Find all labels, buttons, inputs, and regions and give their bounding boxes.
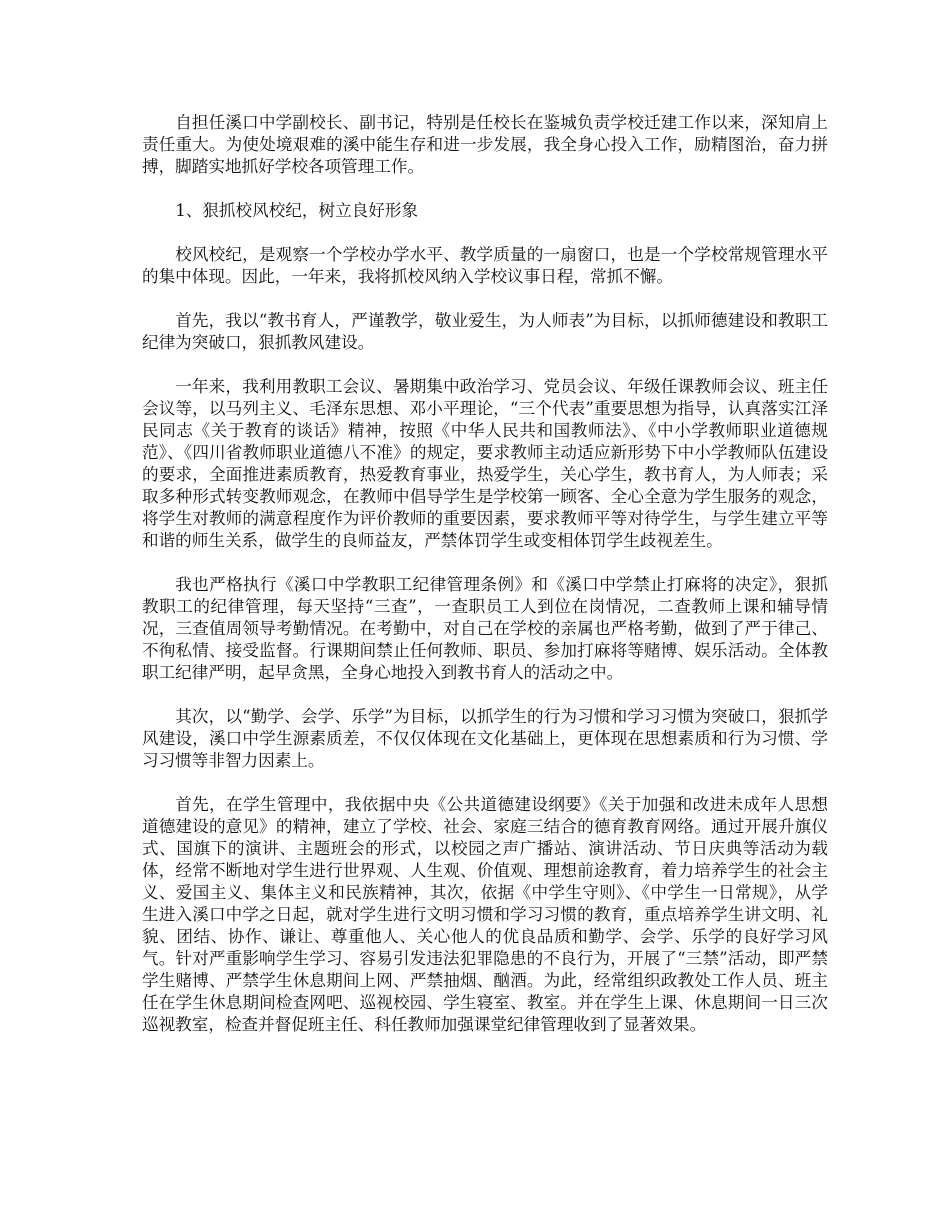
body-paragraph: 我也严格执行《溪口中学教职工纪律管理条例》和《溪口中学禁止打麻将的决定》，狠抓教职工的纪律管理，每天坚持“三查”，一查职员工人到位在岗情况，二查教师上课和辅导情况，三查值周领导考勤情况。在考勤中，对自己在学校的亲属也严格考勤，做到了严于律己、不徇私情、接受监督。行课期间禁止任何教师、职员、参加打麻将等赌博、娱乐活动。全体教职工纪律严明，起早贪黑，全身心地投入到教书育人的活动之中。 xyxy=(142,575,828,682)
section-heading: 1、狠抓校风校纪，树立良好形象 xyxy=(175,201,419,220)
body-paragraph: 校风校纪，是观察一个学校办学水平、教学质量的一扇窗口，也是一个学校常规管理水平的集中体现。因此，一年来，我将抓校风纳入学校议事日程，常抓不懈。 xyxy=(142,245,828,286)
body-paragraph: 一年来，我利用教职工会议、暑期集中政治学习、党员会议、年级任课教师会议、班主任会议等，以马列主义、毛泽东思想、邓小平理论，“三个代表”重要思想为指导，认真落实江泽民同志《关于教育的谈话》精神，按照《中华人民共和国教师法》、《中小学教师职业道德规范》、《四川省教师职业道德八不准》的规定，要求教师主动适应新形势下中小学教师队伍建设的要求，全面推进素质教育，热爱教育事业，热爱学生，关心学生，教书育人，为人师表；采取多种形式转变教师观念，在教师中倡导学生是学校第一顾客、全心全意为学生服务的观念，将学生对教师的满意程度作为评价教师的重要因素，要求教师平等对待学生，与学生建立平等和谐的师生关系，做学生的良师益友，严禁体罚学生或变相体罚学生歧视差生。 xyxy=(142,377,828,550)
body-paragraph: 其次，以“勤学、会学、乐学”为目标，以抓学生的行为习惯和学习习惯为突破口，狠抓学风建设，溪口中学生源素质差，不仅仅体现在文化基础上，更体现在思想素质和行为习惯、学习习惯等非智力因素上。 xyxy=(142,707,828,770)
intro-paragraph: 自担任溪口中学副校长、副书记，特别是任校长在鉴城负责学校迁建工作以来，深知肩上责任重大。为使处境艰难的溪中能生存和进一步发展，我全身心投入工作，励精图治，奋力拼搏，脚踏实地抓好学校各项管理工作。 xyxy=(142,113,828,176)
document-body xyxy=(142,112,828,1058)
body-paragraph: 首先，在学生管理中，我依据中央《公共道德建设纲要》《关于加强和改进未成年人思想道德建设的意见》的精神，建立了学校、社会、家庭三结合的德育教育网络。通过开展升旗仪式、国旗下的演讲、主题班会的形式，以校园之声广播站、演讲活动、节日庆典等活动为载体，经常不断地对学生进行世界观、人生观、价值观、理想前途教育，着力培养学生的社会主义、爱国主义、集体主义和民族精神，其次，依据《中学生守则》、《中学生一日常规》，从学生进入溪口中学之日起，就对学生进行文明习惯和学习习惯的教育，重点培养学生讲文明、礼貌、团结、协作、谦让、尊重他人、关心他人的优良品质和勤学、会学、乐学的良好学习风气。针对严重影响学生学习、容易引发违法犯罪隐患的不良行为，开展了“三禁”活动，即严禁学生赌博、严禁学生休息期间上网、严禁抽烟、酗酒。为此，经常组织政教处工作人员、班主任在学生休息期间检查网吧、巡视校园、学生寝室、教室。并在学生上课、休息期间一日三次巡视教室，检查并督促班主任、科任教师加强课堂纪律管理收到了显著效果。 xyxy=(142,795,828,1034)
body-paragraph: 首先，我以“教书育人，严谨教学，敬业爱生，为人师表”为目标，以抓师德建设和教职工纪律为突破口，狠抓教风建设。 xyxy=(142,311,828,352)
